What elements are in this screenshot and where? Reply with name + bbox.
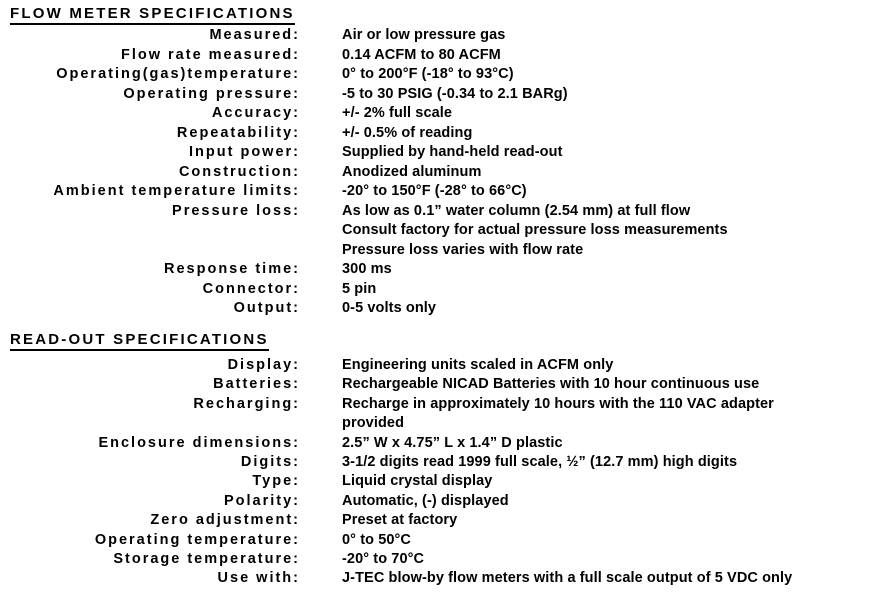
spec-row xyxy=(0,530,874,550)
spec-value: +/- 2% full scale xyxy=(342,105,453,121)
spec-row xyxy=(0,394,874,432)
spec-label: Operating temperature: xyxy=(94,531,300,548)
spec-value: 0° to 50°C xyxy=(342,531,412,548)
spec-label: Use with: xyxy=(217,570,300,587)
spec-label: Batteries: xyxy=(213,376,300,393)
spec-value: Preset at factory xyxy=(342,512,458,529)
spec-label: Recharging: xyxy=(193,395,300,412)
spec-label: Input power: xyxy=(189,144,300,160)
spec-row xyxy=(0,355,874,375)
spec-value: 0.14 ACFM to 80 ACFM xyxy=(342,46,501,63)
spec-label: Accuracy: xyxy=(211,105,300,121)
spec-row xyxy=(0,374,874,394)
spec-row xyxy=(0,162,874,182)
spec-value: Recharge in approximately 10 hours with the 110 VAC adapter xyxy=(342,395,774,412)
spec-row xyxy=(0,25,874,45)
spec-value: 0° to 200°F (-18° to 93°C) xyxy=(342,66,514,82)
spec-row xyxy=(0,142,874,162)
spec-value: Automatic, (-) displayed xyxy=(342,492,509,509)
spec-row xyxy=(0,471,874,491)
spec-row xyxy=(0,84,874,104)
spec-row xyxy=(0,45,874,65)
read-out-title: READ-OUT SPECIFICATIONS xyxy=(10,331,269,351)
spec-label: Storage temperature: xyxy=(113,551,300,567)
spec-value: +/- 0.5% of reading xyxy=(342,124,473,141)
spec-row xyxy=(0,452,874,472)
spec-label: Construction: xyxy=(178,163,300,180)
spec-label: Measured: xyxy=(209,27,300,43)
spec-label: Flow rate measured: xyxy=(120,46,300,63)
spec-row xyxy=(0,433,874,453)
spec-value: 5 pin xyxy=(342,280,377,297)
spec-value: Air or low pressure gas xyxy=(342,27,506,43)
spec-value: 0-5 volts only xyxy=(342,300,437,316)
spec-value: 3-1/2 digits read 1999 full scale, ½” (12.7 mm) high digits xyxy=(342,454,738,470)
spec-row xyxy=(0,298,874,318)
spec-label: Display: xyxy=(227,357,300,373)
spec-value: provided xyxy=(342,415,405,432)
spec-value: Consult factory for actual pressure loss measurements xyxy=(342,222,728,238)
spec-value: -20° to 70°C xyxy=(342,551,425,567)
spec-value: Engineering units scaled in ACFM only xyxy=(342,357,614,373)
spec-row xyxy=(0,201,874,258)
spec-label: Polarity: xyxy=(223,492,300,509)
spec-label: Output: xyxy=(233,300,300,316)
spec-label: Connector: xyxy=(202,280,300,297)
spec-value: -5 to 30 PSIG (-0.34 to 2.1 BARg) xyxy=(342,85,568,102)
spec-label: Operating(gas)temperature: xyxy=(56,66,300,82)
spec-value: J-TEC blow-by flow meters with a full scale output of 5 VDC only xyxy=(342,570,793,587)
spec-value: Rechargeable NICAD Batteries with 10 hour continuous use xyxy=(342,376,760,393)
spec-label: Operating pressure: xyxy=(123,85,300,102)
spec-row xyxy=(0,123,874,143)
spec-label: Repeatability: xyxy=(176,124,300,141)
spec-label: Type: xyxy=(252,473,300,490)
spec-label: Digits: xyxy=(240,454,300,470)
spec-label: Response time: xyxy=(164,261,300,277)
spec-label: Pressure loss: xyxy=(172,202,300,219)
spec-row xyxy=(0,568,874,588)
spec-row xyxy=(0,64,874,84)
spec-value: As low as 0.1” water column (2.54 mm) at full flow xyxy=(342,202,691,219)
spec-value: Anodized aluminum xyxy=(342,163,482,180)
flow-meter-title: FLOW METER SPECIFICATIONS xyxy=(10,5,295,25)
spec-value: 300 ms xyxy=(342,261,392,277)
spec-value: Pressure loss varies with flow rate xyxy=(342,241,584,258)
spec-row xyxy=(0,279,874,299)
spec-value: Liquid crystal display xyxy=(342,473,493,490)
spec-row xyxy=(0,491,874,511)
spec-label: Ambient temperature limits: xyxy=(53,183,300,199)
spec-row xyxy=(0,510,874,530)
spec-value: Supplied by hand-held read-out xyxy=(342,144,563,160)
spec-label: Enclosure dimensions: xyxy=(98,434,300,451)
spec-value: -20° to 150°F (-28° to 66°C) xyxy=(342,183,527,199)
spec-row xyxy=(0,259,874,279)
spec-row xyxy=(0,181,874,201)
spec-value: 2.5” W x 4.75” L x 1.4” D plastic xyxy=(342,434,563,451)
spec-row xyxy=(0,549,874,569)
spec-label: Zero adjustment: xyxy=(150,512,300,529)
spec-row xyxy=(0,103,874,123)
